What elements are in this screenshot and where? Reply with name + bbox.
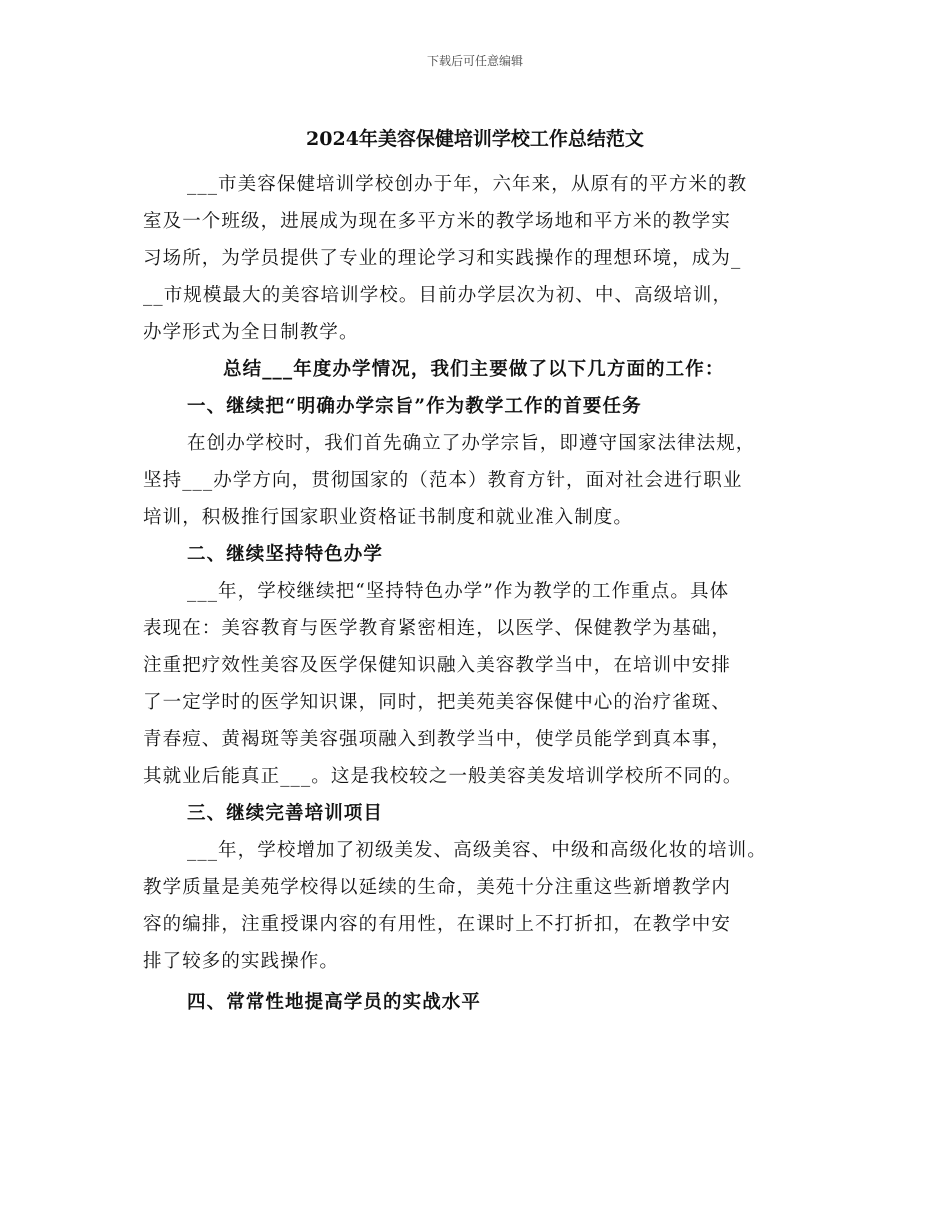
paragraph-line: 容的编排，注重授课内容的有用性，在课时上不打折扣，在教学中安: [143, 914, 732, 935]
summary-heading: 总结___年度办学情况，我们主要做了以下几方面的工作：: [223, 359, 725, 380]
intro-paragraph: [143, 166, 813, 351]
paragraph-line: 教学质量是美苑学校得以延续的生命，美苑十分注重这些新增教学内: [143, 877, 732, 898]
paragraph-line: 坚持___办学方向，贯彻国家的（范本）教育方针，面对社会进行职业: [143, 470, 743, 491]
section-3-paragraph: [143, 832, 813, 980]
paragraph-line: ___年，学校增加了初级美发、高级美容、中级和高级化妆的培训。: [187, 840, 767, 861]
paragraph-line: 排了较多的实践操作。: [143, 951, 340, 972]
section-2-paragraph: [143, 573, 813, 795]
paragraph-line: 其就业后能真正___。这是我校较之一般美容美发培训学校所不同的。: [143, 766, 743, 787]
paragraph-line: 室及一个班级，进展成为现在多平方米的教学场地和平方米的教学实: [143, 211, 732, 232]
paragraph-line: 了一定学时的医学知识课，同时，把美苑美容保健中心的治疗雀斑、: [143, 692, 732, 713]
paragraph-line: 培训，积极推行国家职业资格证书制度和就业准入制度。: [143, 507, 634, 528]
paragraph-line: 表现在：美容教育与医学教育紧密相连，以医学、保健教学为基础，: [143, 618, 732, 639]
section-heading-4: 四、常常性地提高学员的实战水平: [187, 992, 482, 1013]
section-heading-3: 三、继续完善培训项目: [187, 803, 384, 824]
paragraph-line: 在创办学校时，我们首先确立了办学宗旨，即遵守国家法律法规，: [187, 433, 756, 454]
document-body: [143, 166, 813, 1021]
header-note: 下载后可任意编辑: [426, 54, 523, 68]
paragraph-line: __市规模最大的美容培训学校。目前办学层次为初、中、高级培训，: [143, 285, 733, 306]
section-heading-1: 一、继续把“明确办学宗旨”作为教学工作的首要任务: [187, 396, 642, 417]
paragraph-line: ___年，学校继续把“坚持特色办学”作为教学的工作重点。具体: [187, 581, 730, 602]
paragraph-line: ___市美容保健培训学校创办于年，六年来，从原有的平方米的教: [187, 174, 748, 195]
section-heading-2: 二、继续坚持特色办学: [187, 544, 384, 565]
paragraph-line: 青春痘、黄褐斑等美容强项融入到教学当中，使学员能学到真本事，: [143, 729, 732, 750]
paragraph-line: 办学形式为全日制教学。: [143, 322, 359, 343]
document-title: 2024年美容保健培训学校工作总结范文: [306, 128, 644, 150]
paragraph-line: 习场所，为学员提供了专业的理论学习和实践操作的理想环境，成为_: [143, 248, 742, 269]
paragraph-line: 注重把疗效性美容及医学保健知识融入美容教学当中，在培训中安排: [143, 655, 732, 676]
section-1-paragraph: [143, 425, 813, 536]
